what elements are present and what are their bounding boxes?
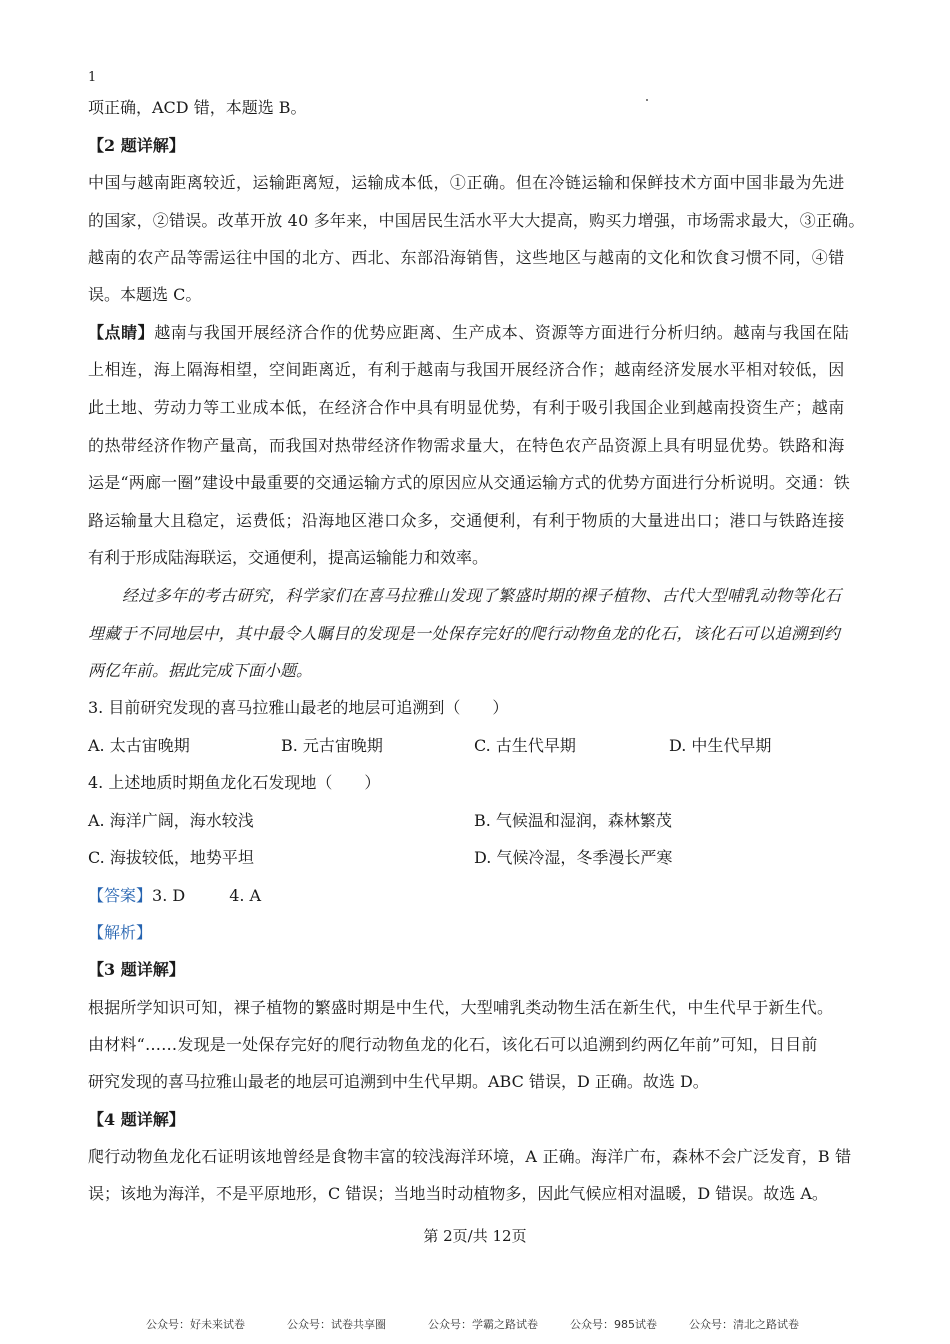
text-line: 越南的农产品等需运往中国的北方、西北、东部沿海销售，这些地区与越南的文化和饮食习惯不同，④错	[88, 248, 845, 267]
dianjing-line: 【点睛】越南与我国开展经济合作的优势应距离、生产成本、资源等方面进行分析归纳。越南与我国在陆	[88, 323, 850, 342]
answer-3: 3. D	[152, 886, 186, 905]
stray-dot	[646, 99, 648, 101]
text-line: 误。本题选 C。	[88, 285, 202, 304]
q4-option-b: B. 气候温和湿润，森林繁茂	[474, 811, 672, 830]
text-line: 此土地、劳动力等工业成本低，在经济合作中具有明显优势，有利于吸引我国企业到越南投资生产；越南	[88, 398, 845, 417]
q3-option-c: C. 古生代早期	[474, 736, 576, 755]
q4-option-a: A. 海洋广阔，海水较浅	[88, 811, 254, 830]
text-line: 的国家，②错误。改革开放 40 多年来，中国居民生活水平大大提高，购买力增强，市场需求最大，③正确。	[88, 211, 865, 230]
watermark: 公众号：学霸之路试卷	[428, 1318, 538, 1331]
q4-option-c: C. 海拔较低，地势平坦	[88, 848, 254, 867]
question-3-stem: 3. 目前研究发现的喜马拉雅山最老的地层可追溯到（ ）	[88, 698, 509, 717]
answer-label: 【答案】	[88, 886, 153, 905]
section-title-q4: 【4 题详解】	[88, 1110, 185, 1129]
text-line: 由材料“……发现是一处保存完好的爬行动物鱼龙的化石，该化石可以追溯到约两亿年前”可知，日目前	[88, 1035, 818, 1054]
answer-line	[88, 886, 261, 906]
q3-option-b: B. 元古宙晚期	[281, 736, 383, 755]
text-line: 上相连，海上隔海相望，空间距离近，有利于越南与我国开展经济合作；越南经济发展水平相对较低，因	[88, 360, 845, 379]
page-marker: 1	[88, 70, 97, 85]
text-line: 根据所学知识可知，裸子植物的繁盛时期是中生代，大型哺乳类动物生活在新生代，中生代早于新生代。	[88, 998, 834, 1017]
dianjing-label: 【点睛】	[88, 323, 155, 342]
question-4-stem: 4. 上述地质时期鱼龙化石发现地（ ）	[88, 773, 381, 792]
q3-option-d: D. 中生代早期	[669, 736, 772, 755]
text-line: 项正确，ACD 错，本题选 B。	[88, 98, 307, 117]
text-line: 路运输量大且稳定，运费低；沿海地区港口众多，交通便利，有利于物质的大量进出口；港口与铁路连接	[88, 511, 845, 530]
material-line: 两亿年前。据此完成下面小题。	[88, 661, 313, 680]
text-line: 运是“两廊一圈”建设中最重要的交通运输方式的原因应从交通运输方式的优势方面进行分析说明。交通：铁	[88, 473, 850, 492]
watermark: 公众号：好未来试卷	[146, 1318, 245, 1331]
material-line: 经过多年的考古研究，科学家们在喜马拉雅山发现了繁盛时期的裸子植物、古代大型哺乳动物等化石	[122, 586, 842, 605]
section-title-q2: 【2 题详解】	[88, 136, 185, 155]
section-title-q3: 【3 题详解】	[88, 960, 185, 979]
text-line: 有利于形成陆海联运，交通便利，提高运输能力和效率。	[88, 548, 489, 567]
analysis-label: 【解析】	[88, 923, 153, 942]
watermark: 公众号：985试卷	[570, 1318, 657, 1331]
text-line: 中国与越南距离较近，运输距离短，运输成本低，①正确。但在冷链运输和保鲜技术方面中国非最为先进	[88, 173, 845, 192]
watermark: 公众号：试卷共享圈	[287, 1318, 386, 1331]
answer-4: 4. A	[229, 886, 262, 905]
watermark: 公众号：清北之路试卷	[689, 1318, 799, 1331]
text-line: 的热带经济作物产量高，而我国对热带经济作物需求量大，在特色农产品资源上具有明显优势。铁路和海	[88, 436, 845, 455]
text-line: 误；该地为海洋，不是平原地形，C 错误；当地当时动植物多，因此气候应相对温暖，D 错误。故选 A。	[88, 1184, 828, 1203]
q4-option-d: D. 气候冷湿，冬季漫长严寒	[474, 848, 673, 867]
text-line: 爬行动物鱼龙化石证明该地曾经是食物丰富的较浅海洋环境，A 正确。海洋广布，森林不会广泛发育，B 错	[88, 1147, 852, 1166]
page-number: 第 2页/共 12页	[423, 1227, 527, 1245]
material-line: 埋藏于不同地层中，其中最令人瞩目的发现是一处保存完好的爬行动物鱼龙的化石，该化石可以追溯到约	[88, 624, 841, 643]
q3-option-a: A. 太古宙晚期	[88, 736, 190, 755]
text-line: 研究发现的喜马拉雅山最老的地层可追溯到中生代早期。ABC 错误，D 正确。故选 D。	[88, 1072, 709, 1091]
